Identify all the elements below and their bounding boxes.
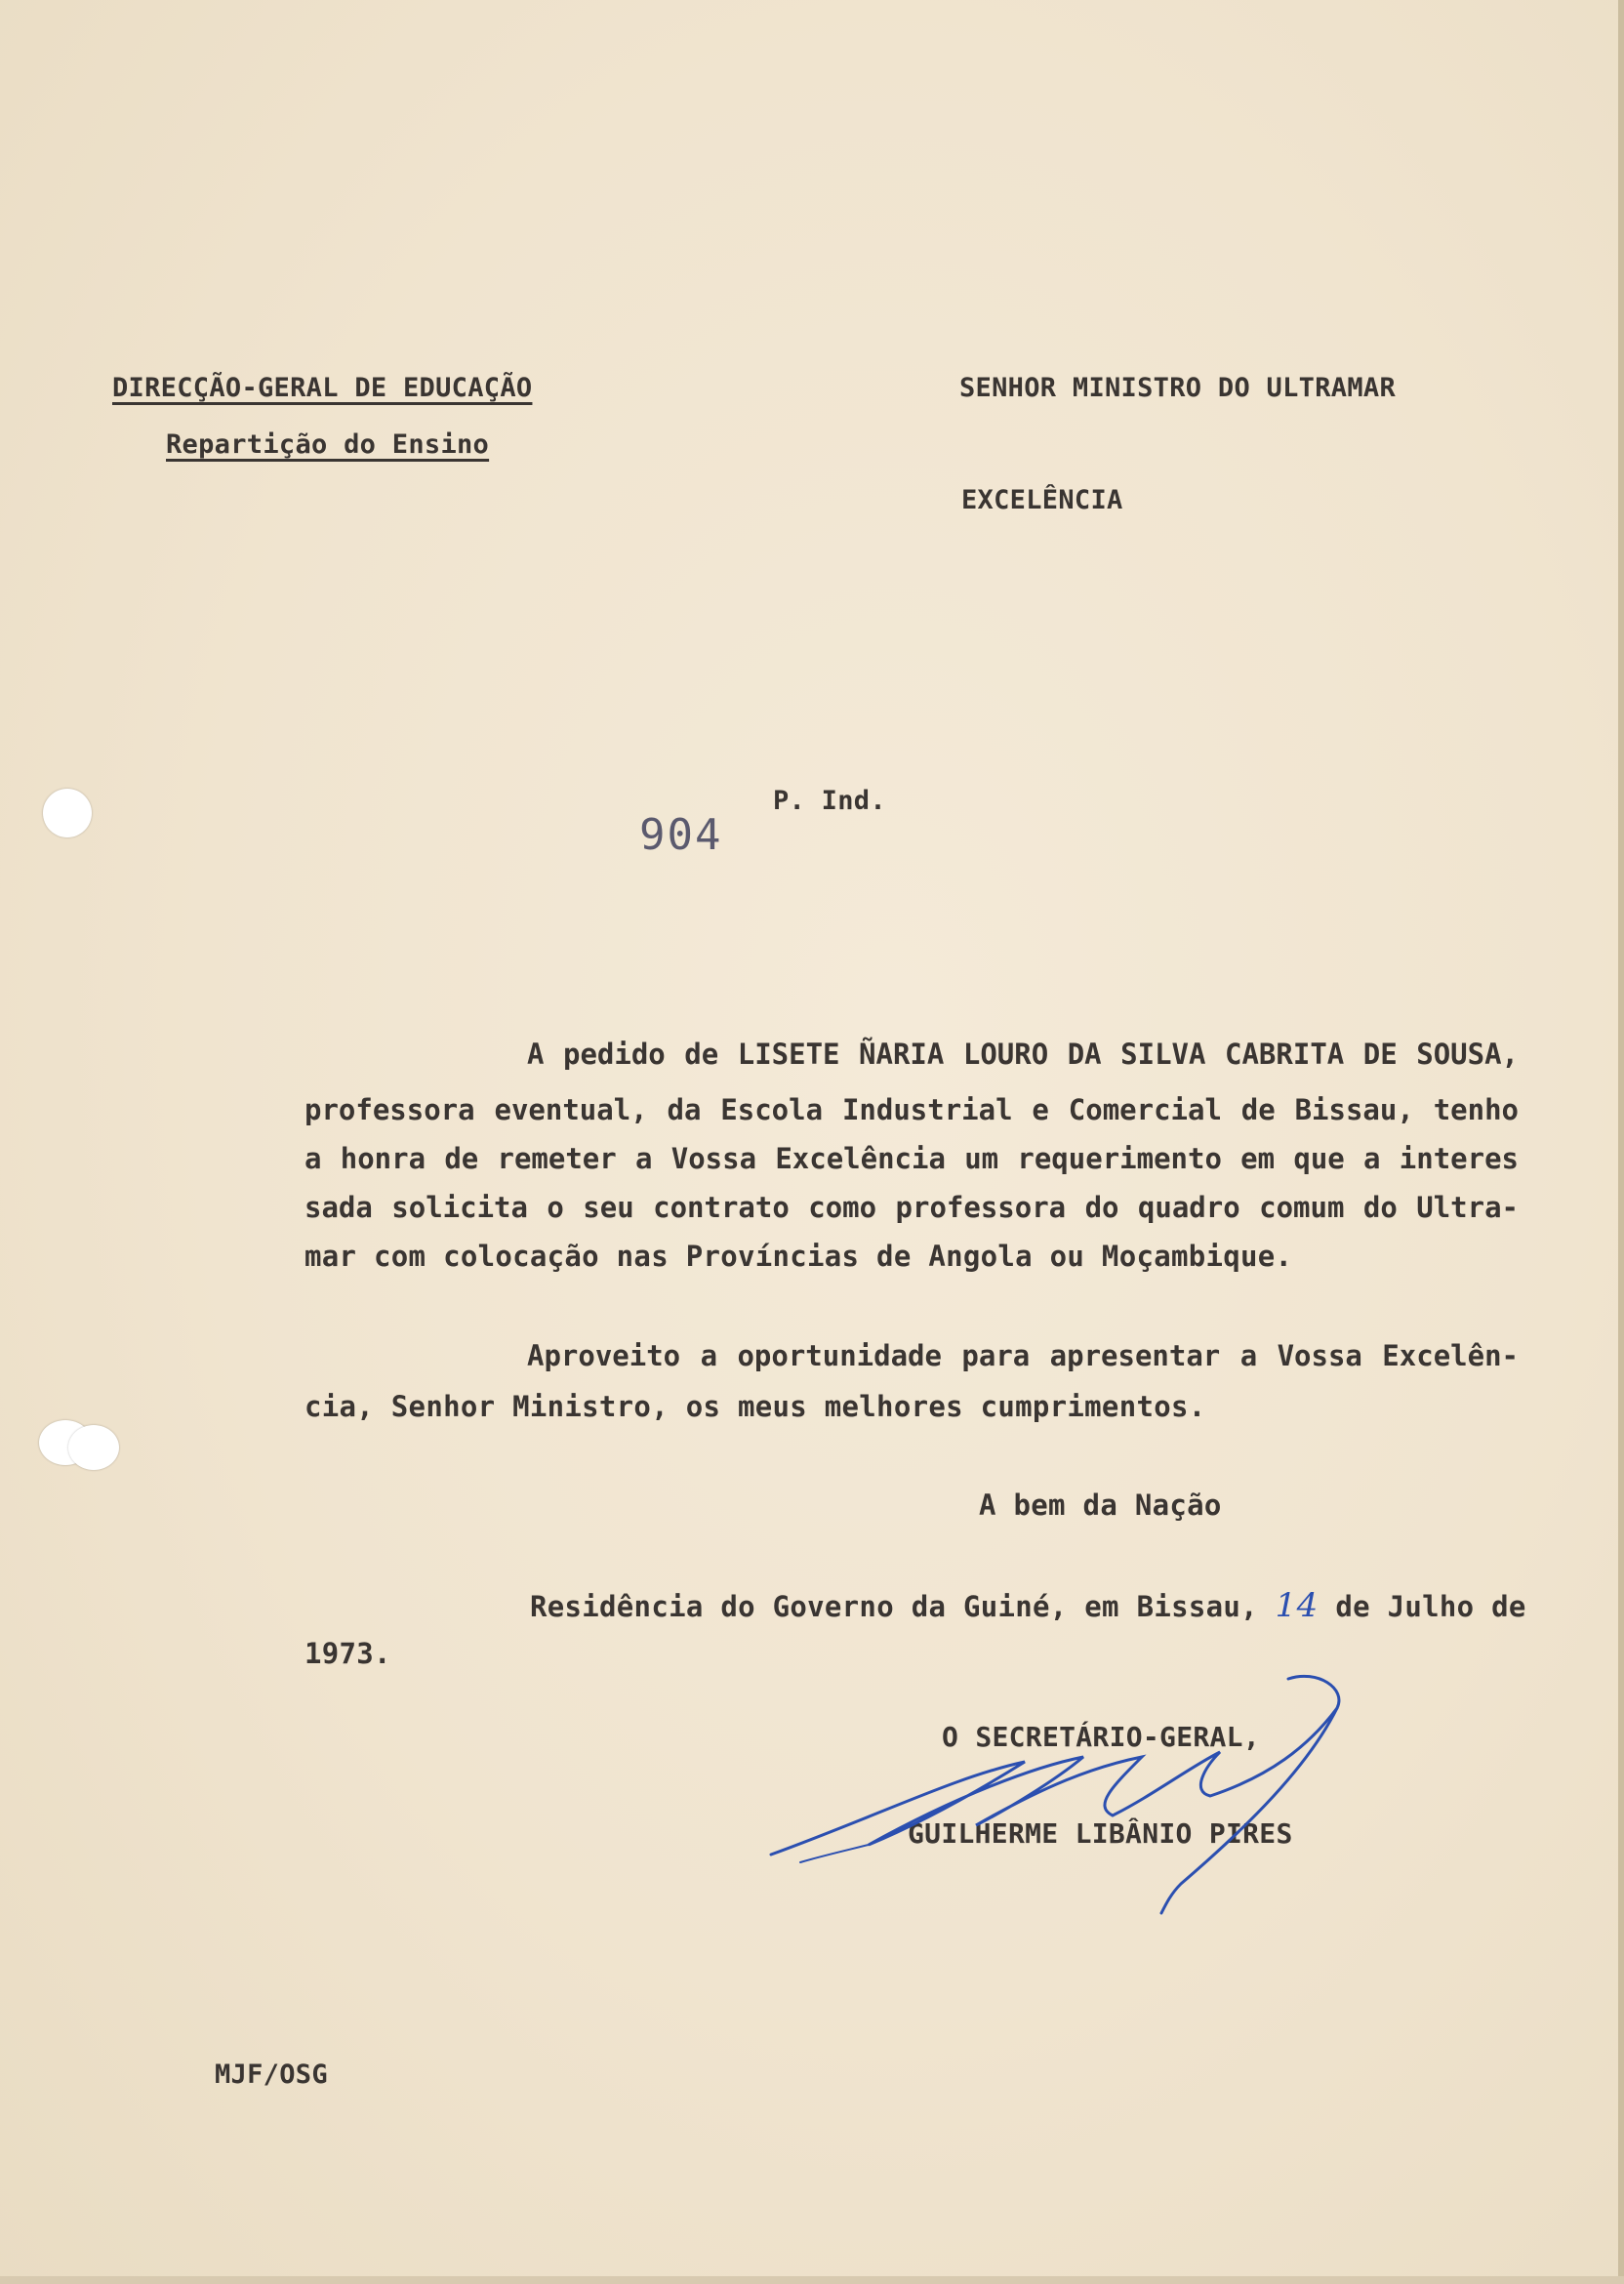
- body-line: A pedido de LISETE ÑARIA LOURO DA SILVA CABRITA DE SOUSA,: [527, 1038, 1519, 1071]
- reference-stamp-number: 904: [639, 810, 723, 860]
- place-date-text: Residência do Governo da Guiné, em Bissau,: [530, 1590, 1258, 1623]
- department-heading: DIRECÇÃO-GERAL DE EDUCAÇÃO: [112, 373, 533, 403]
- paper-edge-bottom: [0, 2276, 1624, 2284]
- punch-hole-bottom-overlap: [68, 1425, 119, 1470]
- section-heading: Repartição do Ensino: [166, 429, 490, 460]
- place-date-month: de Julho de: [1335, 1590, 1526, 1623]
- date-year: 1973.: [304, 1637, 391, 1670]
- date-day-handwritten: 14: [1275, 1586, 1319, 1625]
- punch-hole-top: [43, 789, 92, 837]
- place-date-line: [530, 1586, 1526, 1625]
- salutation: EXCELÊNCIA: [961, 485, 1123, 515]
- reference-code: P. Ind.: [773, 786, 886, 816]
- closing-phrase: A bem da Nação: [979, 1489, 1222, 1522]
- body-line: mar com colocação nas Províncias de Angola ou Moçambique.: [304, 1240, 1293, 1273]
- body-line: cia, Senhor Ministro, os meus melhores cumprimentos.: [304, 1390, 1206, 1423]
- body-line: Aproveito a oportunidade para apresentar a Vossa Excelên-: [527, 1339, 1519, 1372]
- reference-initials: MJF/OSG: [215, 2060, 328, 2090]
- paper-edge: [1618, 0, 1624, 2284]
- body-line: professora eventual, da Escola Industrial e Comercial de Bissau, tenho: [304, 1093, 1519, 1126]
- signatory-title: O SECRETÁRIO-GERAL,: [942, 1721, 1260, 1753]
- addressee: SENHOR MINISTRO DO ULTRAMAR: [959, 373, 1396, 403]
- handwritten-signature: [761, 1650, 1386, 1923]
- body-line: a honra de remeter a Vossa Excelência um requerimento em que a interes: [304, 1142, 1519, 1175]
- signatory-name: GUILHERME LIBÂNIO PIRES: [908, 1817, 1293, 1850]
- body-line: sada solicita o seu contrato como professora do quadro comum do Ultra-: [304, 1191, 1519, 1224]
